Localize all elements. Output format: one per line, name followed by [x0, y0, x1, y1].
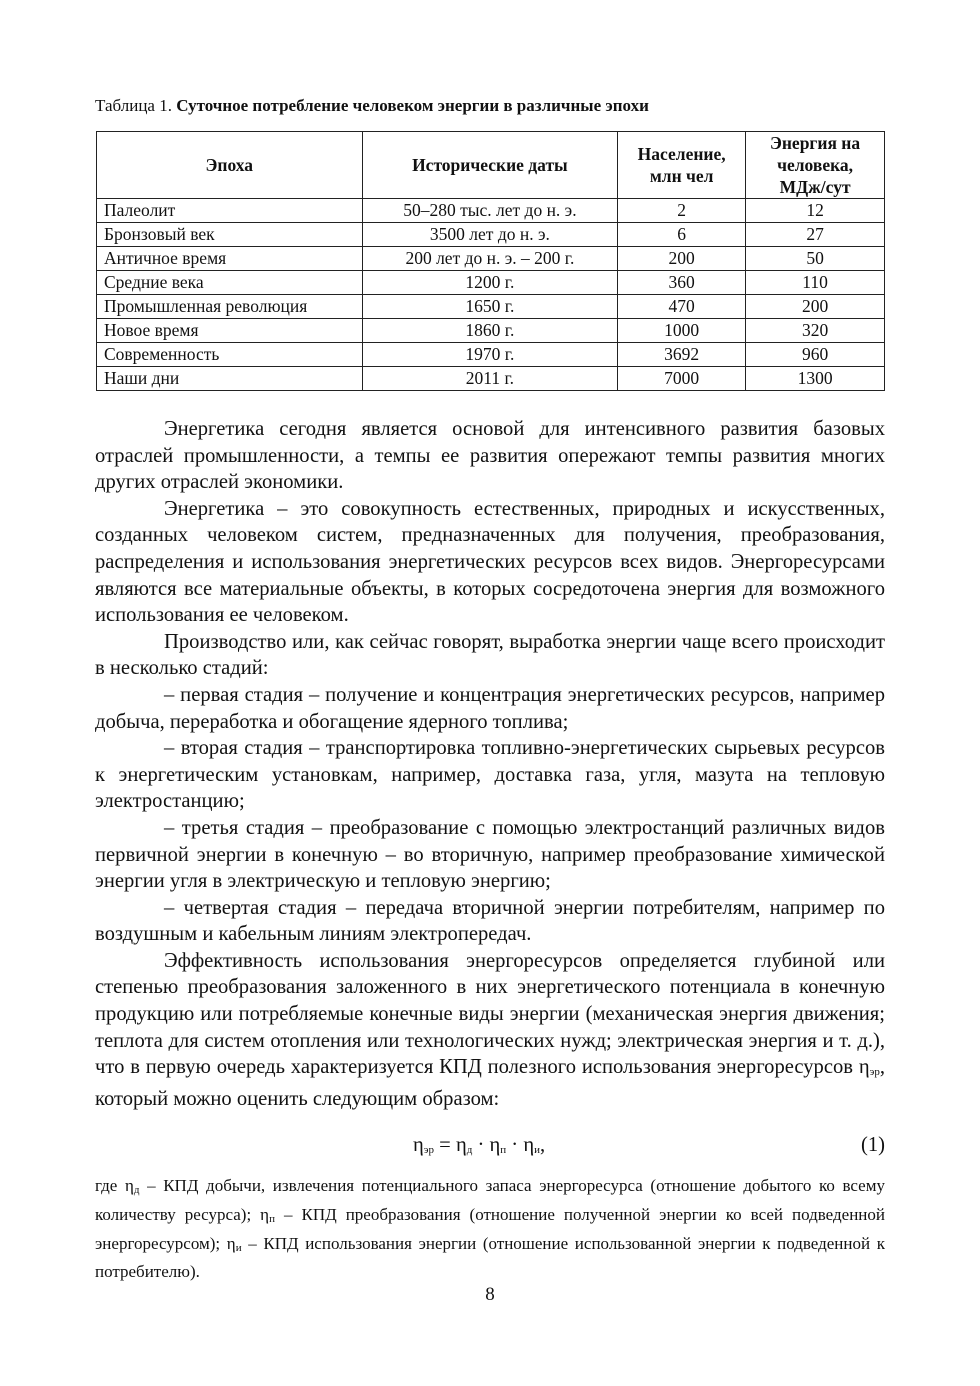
table-row [97, 343, 885, 367]
table-row [97, 319, 885, 343]
cell-epoch: Новое время [97, 319, 363, 343]
cell-energy: 27 [746, 223, 885, 247]
cell-energy: 960 [746, 343, 885, 367]
cell-epoch: Наши дни [97, 367, 363, 391]
energy-consumption-table [96, 131, 885, 391]
cell-dates: 1200 г. [362, 271, 618, 295]
table-caption [95, 96, 649, 116]
cell-population: 470 [618, 295, 746, 319]
page-number: 8 [485, 1284, 495, 1305]
list-item: – четвертая стадия – передача вторичной энергии потребителям, например по воздушным и кабельным линиям электропередач. [95, 896, 885, 946]
header-epoch: Эпоха [97, 132, 363, 199]
table-row [97, 271, 885, 295]
cell-dates: 1970 г. [362, 343, 618, 367]
cell-population: 1000 [618, 319, 746, 343]
cell-epoch: Палеолит [97, 199, 363, 223]
cell-population: 200 [618, 247, 746, 271]
cell-epoch: Бронзовый век [97, 223, 363, 247]
header-population: Население, млн чел [618, 132, 746, 199]
cell-dates: 1860 г. [362, 319, 618, 343]
paragraph-efficiency [95, 948, 885, 1113]
cell-epoch: Средние века [97, 271, 363, 295]
cell-energy: 200 [746, 295, 885, 319]
paragraph-efficiency-tail: , который можно оценить следующим образом: [95, 1056, 885, 1110]
cell-population: 2 [618, 199, 746, 223]
subscript: эр [869, 1066, 880, 1079]
paragraph: Энергетика сегодня является основой для интенсивного развития базовых отраслей промышленности, а темпы ее развития опережают темпы развития многих других отраслей экономики. [95, 418, 885, 494]
cell-energy: 12 [746, 199, 885, 223]
table-caption-title: Суточное потребление человеком энергии в различные эпохи [176, 96, 649, 115]
cell-energy: 320 [746, 319, 885, 343]
paragraph-efficiency-text: Эффективность использования энергоресурсов определяется глубиной или степенью преобразования заложенного в них энергетического потенциала в конечную продукцию или потребляемые конечные виды энергии (механическая энергия движения; теплота для систем отопления или технологических нужд; электрическая энергия и т. д.), что в первую очередь характеризуется КПД полезного использования энергоресурсов η [95, 949, 885, 1079]
table-caption-prefix: Таблица 1. [95, 96, 172, 115]
cell-energy: 1300 [746, 367, 885, 391]
cell-energy: 50 [746, 247, 885, 271]
header-dates: Исторические даты [362, 132, 618, 199]
table-row [97, 199, 885, 223]
list-item: – вторая стадия – транспортировка топливно-энергетических сырьевых ресурсов к энергетическим установкам, например, доставка газа, угля, мазута на тепловую электростанцию; [95, 737, 885, 813]
cell-dates: 50–280 тыс. лет до н. э. [362, 199, 618, 223]
list-item: – первая стадия – получение и концентрация энергетических ресурсов, например добыча, переработка и обогащение ядерного топлива; [95, 683, 885, 733]
cell-population: 7000 [618, 367, 746, 391]
table-row [97, 367, 885, 391]
formula-1 [95, 1134, 885, 1162]
cell-dates: 2011 г. [362, 367, 618, 391]
cell-epoch: Античное время [97, 247, 363, 271]
header-energy: Энергия на человека, МДж/сут [746, 132, 885, 199]
paragraph: Производство или, как сейчас говорят, выработка энергии чаще всего происходит в несколько стадий: [95, 630, 885, 680]
cell-dates: 200 лет до н. э. – 200 г. [362, 247, 618, 271]
formula-number: (1) [860, 1134, 885, 1156]
list-item: – третья стадия – преобразование с помощью электростанций различных видов первичной энергии в конечную – во вторичную, например преобразование химической энергии угля в электрическую и тепловую энергию; [95, 816, 885, 893]
table-row [97, 247, 885, 271]
cell-epoch: Современность [97, 343, 363, 367]
formula-explanation: где $\eta_д$ – КПД добычи, извлечения потенциального запаса энергоресурса (отношение добытого ко всему количеству ресурса); $\eta_п$ – КПД преобразования (отношение полученной энергии ко всей подведенной энергоресурсом); $\eta_и$ – КПД использования энергии (отношение использованной энергии к подведенной к потребителю). [95, 1176, 885, 1282]
cell-dates: 1650 г. [362, 295, 618, 319]
table-header-row [97, 132, 885, 199]
cell-energy: 110 [746, 271, 885, 295]
cell-population: 360 [618, 271, 746, 295]
body-text [95, 416, 885, 1112]
table-row [97, 295, 885, 319]
cell-population: 3692 [618, 343, 746, 367]
cell-epoch: Промышленная революция [97, 295, 363, 319]
cell-population: 6 [618, 223, 746, 247]
formula-expression: $\eta_{эр} = \eta_д \cdot \eta_п \cdot \eta_и$, [413, 1134, 546, 1156]
cell-dates: 3500 лет до н. э. [362, 223, 618, 247]
table-row [97, 223, 885, 247]
paragraph: Энергетика – это совокупность естественных, природных и искусственных, созданных человеком систем, предназначенных для получения, преобразования, распределения и использования энергетических ресурсов всех видов. Энергоресурсами являются все материальные объекты, в которых сосредоточена энергия для возможного использования ее человеком. [95, 497, 885, 627]
